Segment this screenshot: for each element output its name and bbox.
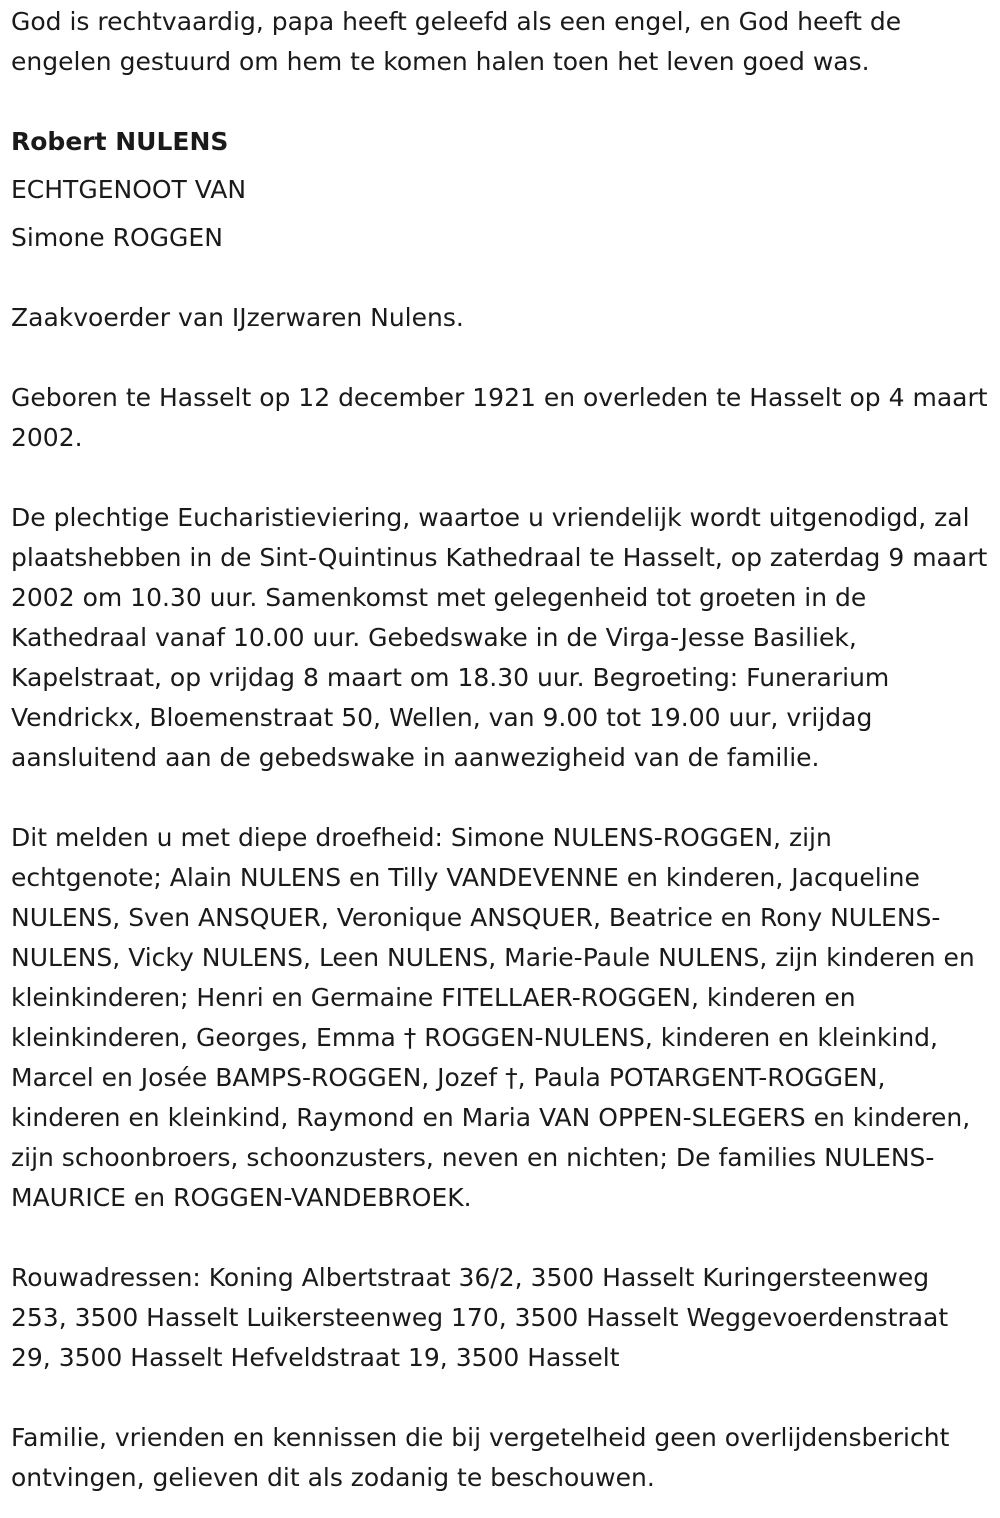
closing-note: Familie, vrienden en kennissen die bij vergetelheid geen overlijdensbericht ontvingen, gelieven dit als zodanig te beschouwen. xyxy=(11,1423,950,1492)
obituary-notice xyxy=(11,2,990,1498)
spouse-name: Simone ROGGEN xyxy=(11,223,223,252)
mourning-addresses: Rouwadressen: Koning Albertstraat 36/2, 3500 Hasselt Kuringersteenweg 253, 3500 Hasselt Luikersteenweg 170, 3500 Hasselt Weggevoerdenstraat 29, 3500 Hasselt Hefveldstraat 19, 3500 Hasselt xyxy=(11,1263,949,1372)
occupation: Zaakvoerder van IJzerwaren Nulens. xyxy=(11,303,464,332)
deceased-name: Robert NULENS xyxy=(11,127,229,156)
opening-quote: God is rechtvaardig, papa heeft geleefd als een engel, en God heeft de engelen gestuurd om hem te komen halen toen het leven goed was. xyxy=(11,7,902,76)
ceremony-details: De plechtige Eucharistieviering, waartoe u vriendelijk wordt uitgenodigd, zal plaatshebben in de Sint-Quintinus Kathedraal te Hasselt, op zaterdag 9 maart 2002 om 10.30 uur. Samenkomst met gelegenheid tot groeten in de Kathedraal vanaf 10.00 uur. Gebedswake in de Virga-Jesse Basiliek, Kapelstraat, op vrijdag 8 maart om 18.30 uur. Begroeting: Funerarium Vendrickx, Bloemenstraat 50, Wellen, van 9.00 tot 19.00 uur, vrijdag aansluitend aan de gebedswake in aanwezigheid van de familie. xyxy=(11,503,988,772)
birth-death: Geboren te Hasselt op 12 december 1921 en overleden te Hasselt op 4 maart 2002. xyxy=(11,383,988,452)
family-announcement: Dit melden u met diepe droefheid: Simone NULENS-ROGGEN, zijn echtgenote; Alain NULENS en Tilly VANDEVENNE en kinderen, Jacqueline NULENS, Sven ANSQUER, Veronique ANSQUER, Beatrice en Rony NULENS-NULENS, Vicky NULENS, Leen NULENS, Marie-Paule NULENS, zijn kinderen en kleinkinderen; Henri en Germaine FITELLAER-ROGGEN, kinderen en kleinkinderen, Georges, Emma † ROGGEN-NULENS, kinderen en kleinkind, Marcel en Josée BAMPS-ROGGEN, Jozef †, Paula POTARGENT-ROGGEN, kinderen en kleinkind, Raymond en Maria VAN OPPEN-SLEGERS en kinderen, zijn schoonbroers, schoonzusters, neven en nichten; De families NULENS-MAURICE en ROGGEN-VANDEBROEK. xyxy=(11,823,975,1212)
relation-label: ECHTGENOOT VAN xyxy=(11,175,247,204)
